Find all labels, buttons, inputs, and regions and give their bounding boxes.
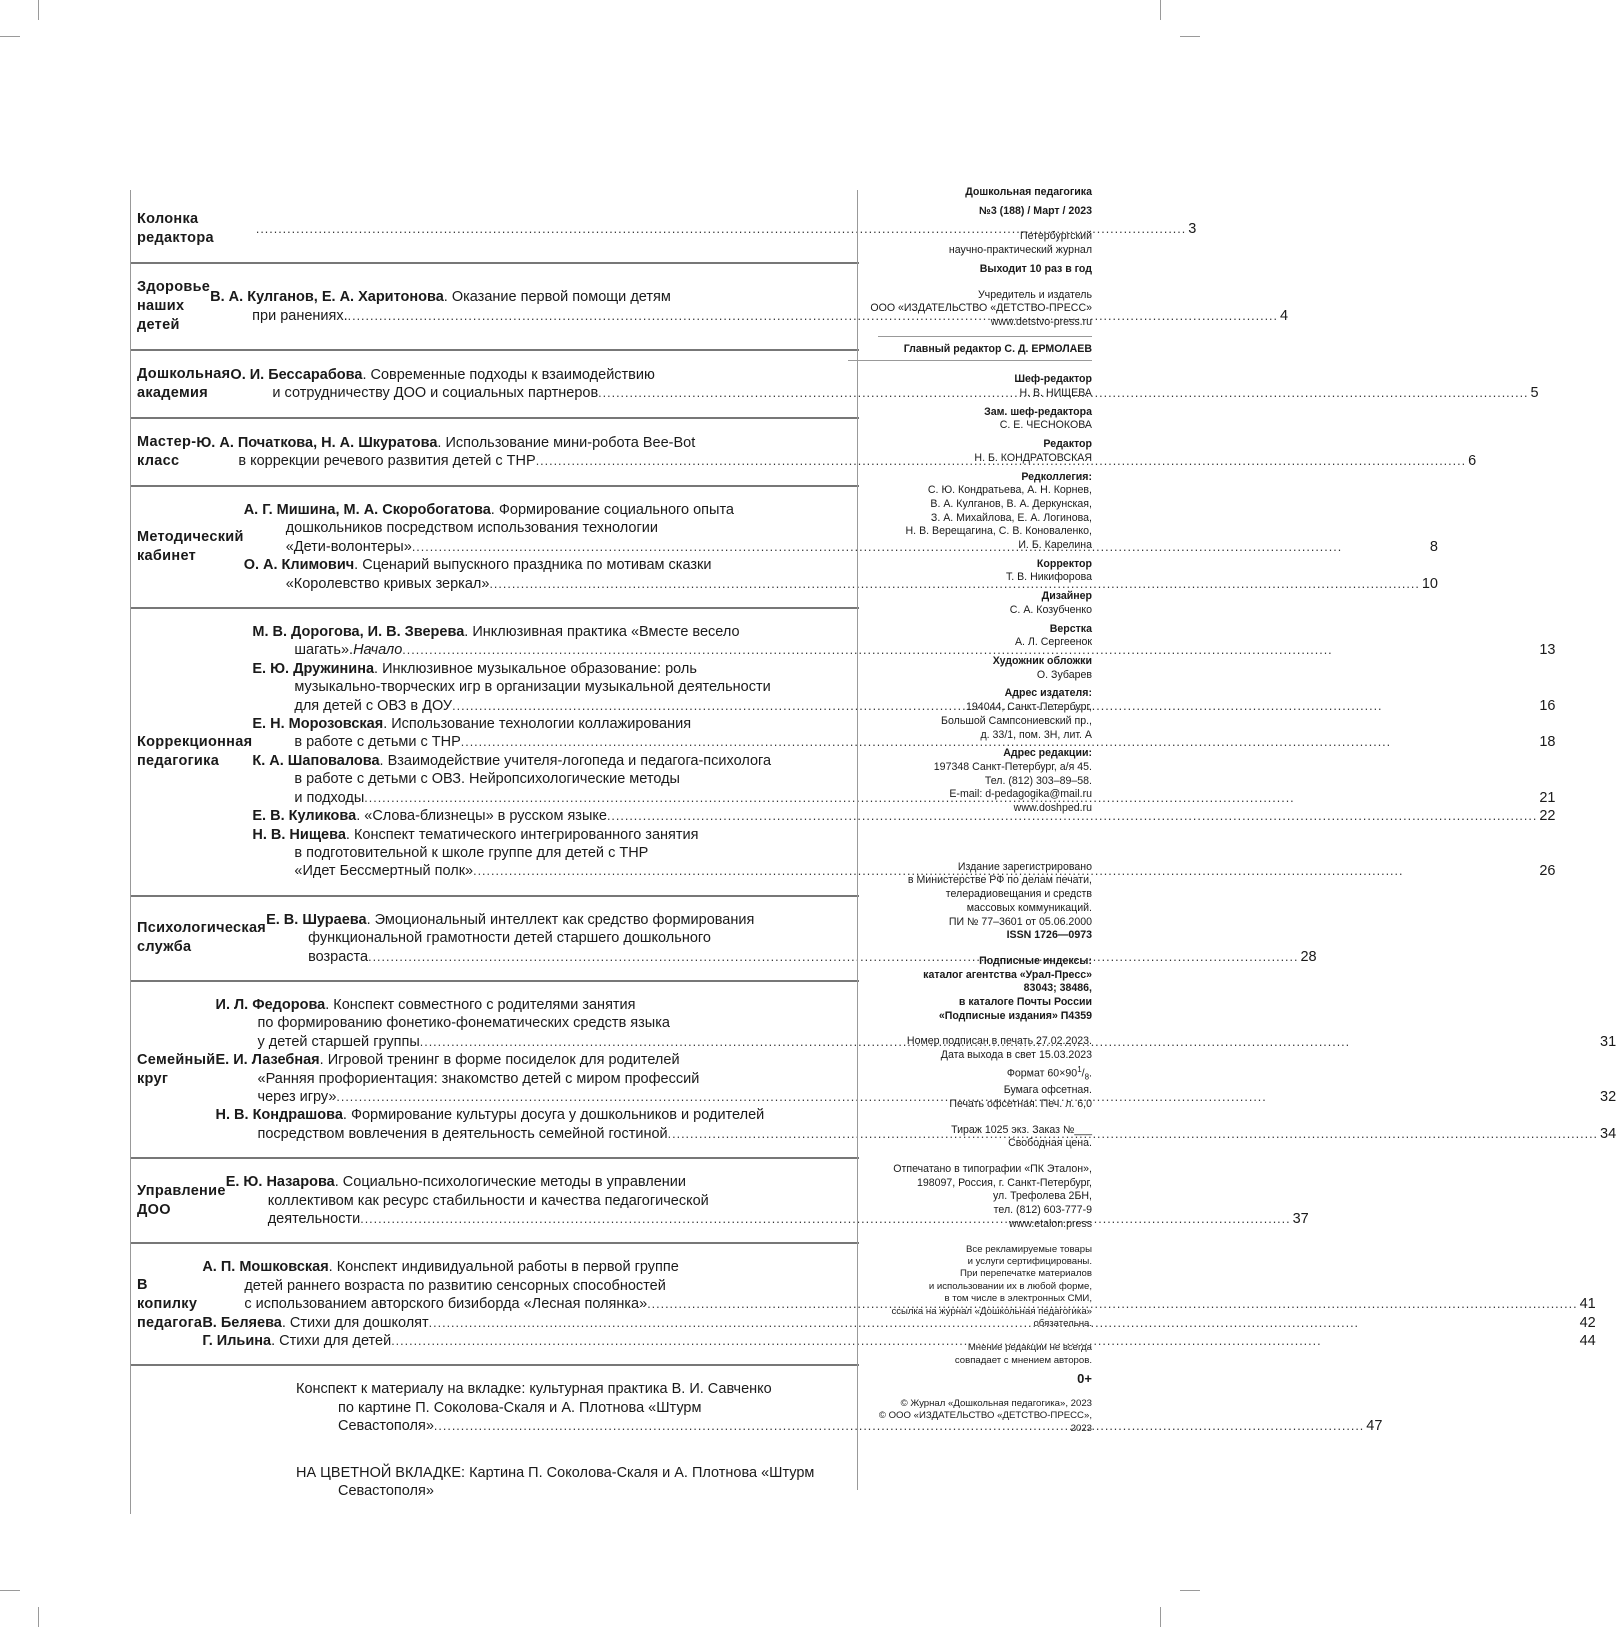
subscription-line: в каталоге Почты России	[958, 996, 1092, 1009]
toc-entry	[226, 1173, 1309, 1228]
staff-list	[858, 373, 1092, 820]
staff-role: Редколлегия:	[1021, 470, 1092, 483]
page-number: 21	[1539, 789, 1556, 806]
entry-line	[244, 556, 1438, 574]
entry-line	[266, 948, 1317, 966]
entry-text: в работе с детьми с ТНР	[294, 734, 461, 751]
entry-author: Е. В. Куликова	[252, 808, 357, 825]
entry-text: . Стихи для дошколят	[281, 1314, 429, 1331]
section-title: Психологическая служба	[137, 920, 267, 956]
crop-mark-top-right-h	[1180, 36, 1200, 37]
format-sub: 8	[1084, 1072, 1090, 1082]
entry-text: . Инклюзивное музыкальное образование: роль	[374, 660, 697, 677]
registration-line: в Министерстве РФ по делам печати,	[907, 874, 1092, 887]
page-number: 26	[1539, 863, 1556, 880]
printer-line: тел. (812) 603-777-9	[993, 1204, 1092, 1217]
staff-role: Верстка	[1049, 622, 1092, 635]
entry-text: и сотрудничеству ДОО и социальных партнеров	[272, 385, 599, 401]
entry-text: при ранениях.	[252, 307, 348, 324]
editorial-opinion	[858, 1342, 1092, 1367]
entry-author: О. А. Климович	[243, 557, 355, 574]
dot-leader	[360, 1210, 1290, 1228]
entry-text: и подходы	[294, 789, 365, 806]
crop-mark-bottom-left	[38, 1607, 39, 1627]
page-number: 44	[1579, 1333, 1596, 1350]
entry-text: «Идет Бессмертный полк»	[294, 863, 474, 880]
sidebar-divider	[878, 336, 1092, 337]
entry-author: О. И. Бессарабова	[230, 366, 363, 383]
notice-line: Все рекламируемые товары	[966, 1243, 1092, 1255]
entry-text: . «Слова-близнецы» в русском языке	[356, 808, 607, 825]
staff-role: Дизайнер	[1041, 590, 1092, 603]
notice-line: и использовании их в любой форме,	[928, 1280, 1092, 1292]
page-number: 5	[1530, 385, 1539, 401]
entry-author: Г. Ильина	[202, 1333, 272, 1350]
entry-author: Е. Ю. Дружинина	[252, 660, 375, 677]
founder-label: Учредитель и издатель	[977, 288, 1092, 301]
entry-author: В. А. Кулганов, Е. А. Харитонова	[210, 289, 444, 306]
entry-text: «Ранняя профориентация: знакомство детей с миром профессий	[257, 1070, 700, 1087]
printer-line: ул. Трефолева 2БН,	[992, 1190, 1092, 1203]
staff-name: И. Б. Карелина	[1018, 539, 1092, 552]
entry-text: . Конспект индивидуальной работы в первой группе	[328, 1259, 679, 1276]
subscription-line: каталог агентства «Урал-Пресс»	[923, 968, 1092, 981]
page-number: 13	[1539, 642, 1556, 659]
page-number: 31	[1600, 1033, 1616, 1050]
issn: ISSN 1726—0973	[1006, 929, 1092, 942]
section-title: Коррекционная педагогика	[137, 733, 253, 769]
crop-mark-bottom-right	[1160, 1607, 1161, 1627]
journal-type-line2: научно-практический журнал	[948, 244, 1092, 257]
entry-author: И. Л. Федорова	[215, 996, 326, 1013]
printer-line: Отпечатано в типографии «ПК Эталон»,	[893, 1163, 1092, 1176]
copyright	[858, 1398, 1092, 1435]
entry-author: А. П. Мошковская	[202, 1259, 329, 1276]
entry-text: НА ЦВЕТНОЙ ВКЛАДКЕ: Картина П. Соколова-Скаля и А. Плотнова «Штурм	[296, 1464, 815, 1481]
toc-entry	[196, 434, 1476, 471]
staff-name: www.doshped.ru	[1013, 802, 1092, 815]
subscription-line: «Подписные издания» П4359	[938, 1009, 1092, 1022]
staff-name: 194044, Санкт-Петербург,	[966, 701, 1092, 714]
entry-line	[226, 1210, 1309, 1228]
copyright-line: © ООО «ИЗДАТЕЛЬСТВО «ДЕТСТВО-ПРЕСС», 2023	[878, 1410, 1092, 1434]
release-date: Дата выхода в свет 15.03.2023	[940, 1049, 1092, 1062]
entry-author: Н. В. Кондрашова	[215, 1107, 343, 1124]
notice-line: При перепечатке материалов	[959, 1268, 1092, 1280]
print-info	[858, 1035, 1092, 1111]
entry-text: у детей старшей группы	[257, 1033, 420, 1050]
subscription-indexes	[858, 969, 1092, 1024]
section-title: Мастер-класс	[137, 434, 197, 469]
entry-author: В. Беляева	[202, 1314, 282, 1331]
staff-name: Большой Сампсониевский пр.,	[941, 714, 1092, 727]
staff-name: Н. В. НИЩЕВА	[1019, 387, 1092, 400]
entry-italic: Начало	[353, 642, 403, 659]
entry-line	[244, 538, 1438, 556]
entry-line	[244, 501, 1438, 519]
staff-role: Художник обложки	[992, 654, 1092, 667]
section-title: Управление ДОО	[137, 1182, 226, 1218]
entry-line	[266, 911, 1317, 929]
page-number: 42	[1579, 1314, 1596, 1331]
entry-text: . Инклюзивная практика «Вместе весело	[464, 624, 740, 641]
section-title: Здоровье наших детей	[137, 279, 211, 333]
page-number: 32	[1600, 1088, 1616, 1105]
entry-line	[196, 434, 1476, 452]
notice-line: ссылка на журнал «Дошкольная педагогика»	[891, 1305, 1092, 1317]
entry-text: Севастополя»	[338, 1418, 434, 1435]
page-number: 10	[1421, 575, 1438, 592]
section-entries	[131, 1464, 859, 1501]
entry-author: Е. И. Лазебная	[215, 1052, 320, 1069]
chief-editor: Главный редактор С. Д. ЕРМОЛАЕВ	[848, 343, 1092, 362]
journal-title: Дошкольная педагогика	[965, 186, 1092, 198]
subscription-line: 83043; 38486,	[1023, 982, 1092, 995]
section-entries	[131, 1380, 1382, 1435]
entry-text: в работе с детьми с ОВЗ. Нейропсихологические методы	[294, 771, 680, 788]
staff-role: Редактор	[1043, 438, 1092, 451]
crop-mark-top-left	[38, 0, 39, 20]
registration-info	[858, 861, 1092, 930]
frequency: Выходит 10 раз в год	[979, 262, 1092, 275]
printer-line: www.etalon.press	[1008, 1217, 1092, 1230]
entry-text: функциональной грамотности детей старшего дошкольного	[308, 930, 711, 947]
section-entries	[244, 501, 1438, 593]
page-number: 34	[1600, 1125, 1616, 1142]
circulation-info	[858, 1124, 1092, 1151]
staff-role: Шеф-редактор	[1014, 373, 1092, 386]
print-signed: Номер подписан в печать 27.02.2023.	[906, 1035, 1092, 1048]
section-title: Семейный круг	[137, 1051, 216, 1087]
registration-line: ПИ № 77–3601 от 05.06.2000	[948, 915, 1092, 928]
dot-leader	[368, 948, 1298, 966]
entry-text: . Использование технологии коллажирования	[383, 716, 692, 733]
entry-author: Е. Ю. Назарова	[225, 1174, 335, 1191]
dot-leader	[668, 1125, 1598, 1143]
age-rating: 0+	[1077, 1371, 1092, 1387]
page-number: 37	[1292, 1211, 1309, 1227]
subscription-title: Подписные индексы:	[979, 954, 1092, 967]
toc-entry	[266, 911, 1317, 966]
entry-author: Ю. А. Початкова, Н. А. Шкуратова	[196, 434, 438, 451]
entry-line	[210, 288, 1288, 306]
toc-entry	[244, 556, 1438, 593]
entry-text: музыкально-творческих игр в организации музыкальной деятельности	[294, 679, 771, 696]
crop-mark-bottom-right-h	[1180, 1590, 1200, 1591]
entry-text: «Дети-волонтеры»	[285, 538, 412, 555]
entry-text: возраста	[308, 948, 369, 965]
entry-line	[296, 1380, 1382, 1398]
section-title: Дошкольная академия	[137, 366, 231, 401]
masthead-sidebar	[858, 186, 1092, 1435]
entry-line	[296, 1417, 1382, 1435]
entry-author: А. Г. Мишина, М. А. Скоробогатова	[243, 502, 491, 518]
entry-line	[296, 1464, 859, 1482]
entry-text: Севастополя»	[338, 1483, 434, 1500]
printer-line: 198097, Россия, г. Санкт-Петербург,	[916, 1176, 1092, 1189]
entry-text: через игру»	[257, 1088, 337, 1105]
entry-text: . Конспект совместного с родителями занятия	[325, 996, 636, 1013]
entry-line	[296, 1482, 859, 1500]
entry-text: . Оказание первой помощи детям	[443, 289, 671, 306]
toc-entry	[296, 1380, 1382, 1435]
page-number: 22	[1539, 808, 1556, 825]
printer-info	[858, 1163, 1092, 1232]
entry-text: шагать».	[294, 642, 354, 659]
entry-line	[210, 307, 1288, 325]
staff-name: В. А. Кулганов, В. А. Деркунская,	[930, 497, 1092, 510]
staff-name: С. Ю. Кондратьева, А. Н. Корнев,	[927, 484, 1092, 497]
entry-author: Е. Н. Морозовская	[252, 716, 384, 733]
founder-name: ООО «ИЗДАТЕЛЬСТВО «ДЕТСТВО-ПРЕСС»	[870, 302, 1092, 315]
entry-text: в подготовительной к школе группе для детей с ТНР	[294, 844, 649, 861]
entry-text: . Эмоциональный интеллект как средство формирования	[366, 911, 755, 928]
print-type: Печать офсетная. Печ. л. 6,0	[949, 1097, 1092, 1110]
crop-mark-bottom-left-h	[0, 1590, 20, 1591]
entry-text: . Конспект тематического интегрированного занятия	[345, 826, 699, 843]
entry-text: в коррекции речевого развития детей с ТНР	[238, 453, 536, 469]
notice-line: обязательна.	[1033, 1317, 1092, 1329]
staff-name: 197348 Санкт-Петербург, а/я 45.	[933, 760, 1092, 773]
entry-text: . Социально-психологические методы в управлении	[334, 1174, 686, 1191]
section-title: Колонка редактора	[137, 211, 214, 246]
entry-text: дошкольников посредством использования технологии	[285, 520, 658, 537]
entry-author: М. В. Дорогова, И. В. Зверева	[252, 624, 465, 641]
section-entries	[196, 434, 1476, 471]
entry-line	[296, 1399, 1382, 1417]
entry-line	[244, 575, 1438, 593]
entry-line	[226, 1173, 1309, 1191]
entry-text: . Формирование социального опыта	[490, 502, 734, 518]
toc-entry	[244, 501, 1438, 556]
entry-text: «Королевство кривых зеркал»	[285, 575, 490, 592]
page-number: 3	[1188, 220, 1197, 237]
staff-name: Тел. (812) 303–89–58.	[984, 774, 1092, 787]
entry-text: по картине П. Соколова-Скаля и А. Плотнова «Штурм	[338, 1399, 702, 1416]
entry-line	[196, 452, 1476, 470]
section-entries	[226, 1173, 1309, 1228]
crop-mark-top-left-h	[0, 36, 20, 37]
entry-text: Конспект к материалу на вкладке: культурная практика В. И. Савченко	[296, 1381, 772, 1398]
journal-type-line1: Петербургский	[1020, 230, 1092, 243]
entry-author: Н. В. Нищева	[252, 826, 346, 843]
opinion-line: Мнение редакции не всегда	[967, 1342, 1092, 1354]
format-line: Формат $60\times 90^1/_8$.	[1006, 1064, 1092, 1082]
format-text: Формат 60×90	[1006, 1067, 1078, 1080]
circulation-line: Свободная цена.	[1008, 1137, 1092, 1150]
crop-mark-top-right	[1160, 0, 1161, 20]
staff-name: З. А. Михайлова, Е. А. Логинова,	[930, 511, 1092, 524]
staff-name: О. Зубарев	[1036, 668, 1092, 681]
entry-text: с использованием авторского бизиборда «Лесная полянка»	[244, 1296, 648, 1313]
staff-name: Н. Б. КОНДРАТОВСКАЯ	[974, 451, 1092, 464]
entry-text: по формированию фонетико-фонематических средств языка	[257, 1015, 670, 1032]
notice	[858, 1244, 1092, 1331]
circulation-line: Тираж 1025 экз. Заказ №___	[951, 1123, 1092, 1136]
page-number: 18	[1539, 734, 1556, 751]
entry-text: . Формирование культуры досуга у дошкольников и родителей	[342, 1107, 765, 1124]
entry-text: . Взаимодействие учителя-логопеда и педагога-психолога	[379, 752, 772, 769]
page-number: 28	[1300, 948, 1317, 965]
dot-leader	[647, 1295, 1577, 1313]
page-number: 47	[1366, 1418, 1383, 1435]
page-number: 41	[1579, 1296, 1596, 1313]
page-number: 16	[1539, 697, 1556, 714]
entry-line	[244, 519, 1438, 537]
founder-site: www.detstvo-press.ru	[990, 315, 1092, 328]
page-number: 4	[1280, 307, 1289, 324]
entry-author: Е. В. Шураева	[266, 911, 367, 928]
registration-line: массовых коммуникаций.	[966, 901, 1092, 914]
section-title: Методический кабинет	[137, 529, 244, 565]
staff-name: Н. В. Верещагина, С. В. Коноваленко,	[905, 525, 1092, 538]
section-title: В копилку педагога	[137, 1276, 203, 1331]
staff-name: Т. В. Никифорова	[1005, 571, 1092, 584]
registration-line: телерадиовещания и средств	[945, 888, 1092, 901]
staff-role: Адрес редакции:	[1003, 747, 1092, 760]
staff-name: С. А. Козубченко	[1009, 603, 1092, 616]
page-number: 8	[1429, 538, 1438, 555]
opinion-line: совпадает с мнением авторов.	[954, 1354, 1092, 1366]
toc-entry	[210, 288, 1288, 325]
copyright-line: © Журнал «Дошкольная педагогика», 2023	[900, 1397, 1092, 1409]
format-sup: 1	[1077, 1064, 1082, 1074]
entry-text: . Использование мини-робота Bee-Bot	[437, 434, 696, 451]
staff-name: E-mail: d-pedagogika@mail.ru	[949, 788, 1092, 801]
notice-line: и услуги сертифицированы.	[967, 1255, 1092, 1267]
entry-author: К. А. Шаповалова	[252, 752, 380, 769]
dot-leader	[348, 307, 1278, 325]
issue-info: №3 (188) / Март / 2023	[979, 204, 1092, 217]
entry-text: для детей с ОВЗ в ДОУ	[294, 697, 453, 714]
entry-text: посредством вовлечения в деятельность семейной гостиной	[257, 1125, 668, 1142]
entry-line	[266, 929, 1317, 947]
staff-name: А. Л. Сергеенок	[1014, 636, 1092, 649]
page-number: 6	[1468, 453, 1477, 469]
section-entries	[266, 911, 1317, 966]
entry-text: коллективом как ресурс стабильности и качества педагогической	[267, 1192, 709, 1209]
staff-role: Зам. шеф-редактора	[984, 405, 1092, 418]
staff-name: д. 33/1, пом. 3Н, лит. А	[980, 728, 1092, 741]
entry-text: . Игровой тренинг в форме посиделок для родителей	[319, 1052, 680, 1069]
entry-text: . Сценарий выпускного праздника по мотивам сказки	[354, 557, 712, 574]
registration-line: Издание зарегистрировано	[957, 860, 1092, 873]
staff-name: С. Е. ЧЕСНОКОВА	[999, 419, 1092, 432]
paper-type: Бумага офсетная.	[1003, 1084, 1092, 1097]
toc-entry	[296, 1464, 859, 1501]
entry-text: детей раннего возраста по развитию сенсорных способностей	[244, 1277, 666, 1294]
staff-role: Корректор	[1036, 557, 1092, 570]
notice-line: в том числе в электронных СМИ,	[944, 1293, 1092, 1305]
entry-text: деятельности	[267, 1211, 361, 1227]
entry-line	[226, 1192, 1309, 1210]
entry-text: . Стихи для детей	[271, 1333, 392, 1350]
section-entries	[210, 288, 1288, 325]
toc-section	[131, 1450, 859, 1515]
staff-role: Адрес издателя:	[1004, 687, 1092, 700]
entry-text: . Современные подходы к взаимодействию	[362, 366, 655, 383]
